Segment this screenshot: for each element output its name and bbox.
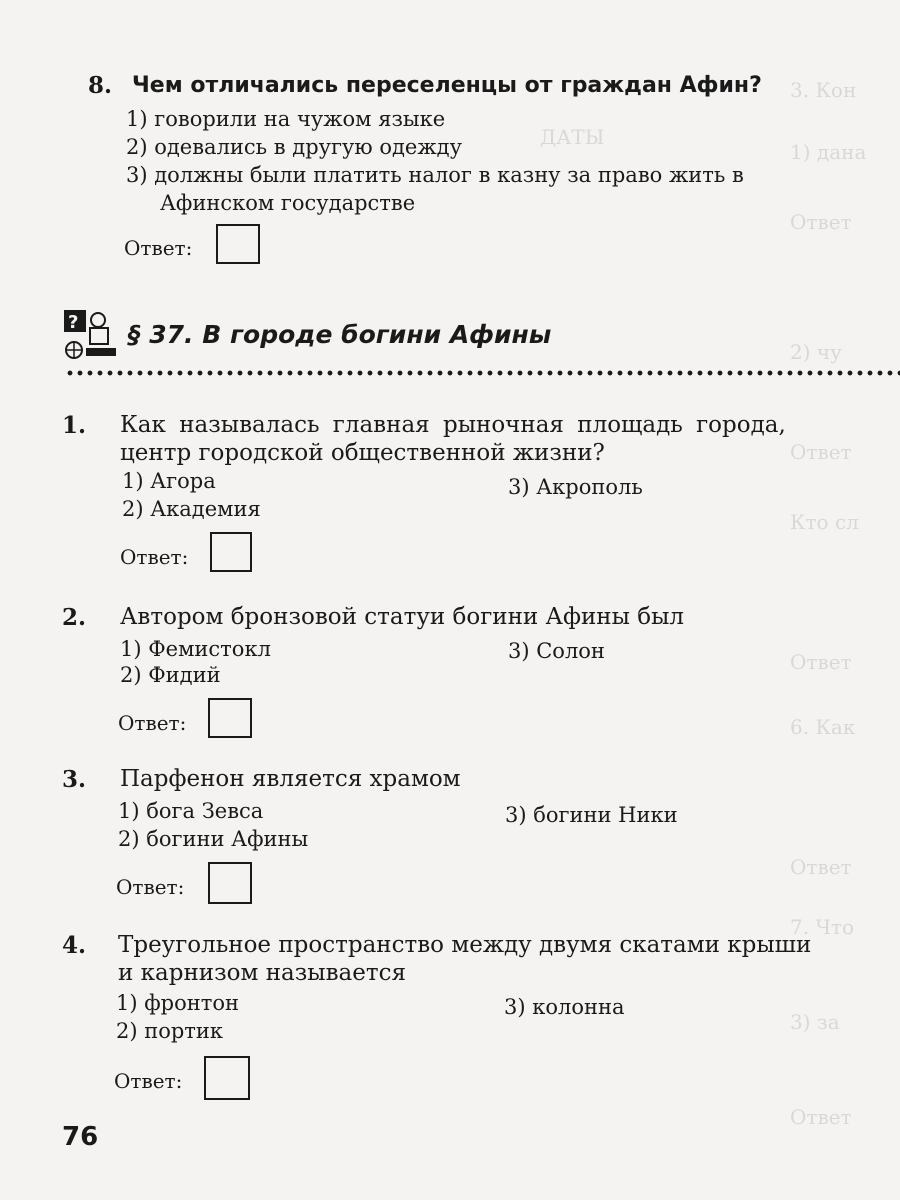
page-number: 76 bbox=[62, 1122, 99, 1152]
question-1 bbox=[62, 410, 882, 580]
section-title: § 37. В городе богини Афины bbox=[128, 320, 552, 349]
option-3: 3) Солон bbox=[508, 639, 605, 663]
option-3: 3) должны были платить налог в казну за право жить в bbox=[126, 163, 744, 187]
question-number: 8. bbox=[88, 72, 113, 99]
option-3: 3) богини Ники bbox=[505, 803, 678, 827]
option-1: 1) Агора bbox=[122, 469, 216, 493]
option-1: 1) Фемистокл bbox=[120, 637, 271, 661]
option-2: 2) Фидий bbox=[120, 663, 221, 687]
answer-box[interactable] bbox=[204, 1056, 250, 1100]
question-2 bbox=[62, 604, 882, 744]
question-text-line-1: Автором бронзовой статуи богини Афины был bbox=[120, 604, 685, 630]
question-text-line-1: Парфенон является храмом bbox=[120, 766, 461, 792]
option-2: 2) Академия bbox=[122, 497, 261, 521]
option-1: 1) бога Зевса bbox=[118, 799, 264, 823]
option-1: 1) говорили на чужом языке bbox=[126, 107, 446, 131]
question-3 bbox=[62, 766, 882, 906]
option-3: 3) колонна bbox=[504, 995, 625, 1019]
answer-label: Ответ: bbox=[120, 545, 189, 569]
answer-box[interactable] bbox=[208, 698, 252, 738]
option-2: 2) одевались в другую одежду bbox=[126, 135, 462, 159]
question-text-line-1: Как называлась главная рыночная площадь города, bbox=[120, 412, 786, 438]
question-4 bbox=[62, 932, 892, 1122]
answer-label: Ответ: bbox=[114, 1069, 183, 1093]
answer-box[interactable] bbox=[210, 532, 252, 572]
question-text-line-1: Треугольное пространство между двумя скатами крыши bbox=[118, 932, 812, 958]
option-3: 3) Акрополь bbox=[508, 475, 643, 499]
answer-box[interactable] bbox=[208, 862, 252, 904]
question-number: 2. bbox=[62, 604, 87, 631]
answer-label: Ответ: bbox=[124, 236, 193, 260]
question-text-line-2: и карнизом называется bbox=[118, 960, 406, 986]
option-3-continued: Афинском государстве bbox=[160, 191, 416, 215]
svg-text:?: ? bbox=[68, 312, 79, 333]
question-text-line-2: центр городской общественной жизни? bbox=[120, 440, 605, 466]
dotted-divider bbox=[65, 370, 900, 376]
answer-box[interactable] bbox=[216, 224, 260, 264]
question-8 bbox=[88, 72, 888, 272]
question-text: Чем отличались переселенцы от граждан Афин? bbox=[132, 73, 762, 98]
option-2: 2) портик bbox=[116, 1019, 224, 1043]
option-2: 2) богини Афины bbox=[118, 827, 309, 851]
question-number: 1. bbox=[62, 412, 87, 439]
quiz-scholar-icon bbox=[62, 308, 120, 360]
answer-label: Ответ: bbox=[116, 875, 185, 899]
question-number: 3. bbox=[62, 766, 87, 793]
question-number: 4. bbox=[62, 932, 87, 959]
option-1: 1) фронтон bbox=[116, 991, 240, 1015]
answer-label: Ответ: bbox=[118, 711, 187, 735]
